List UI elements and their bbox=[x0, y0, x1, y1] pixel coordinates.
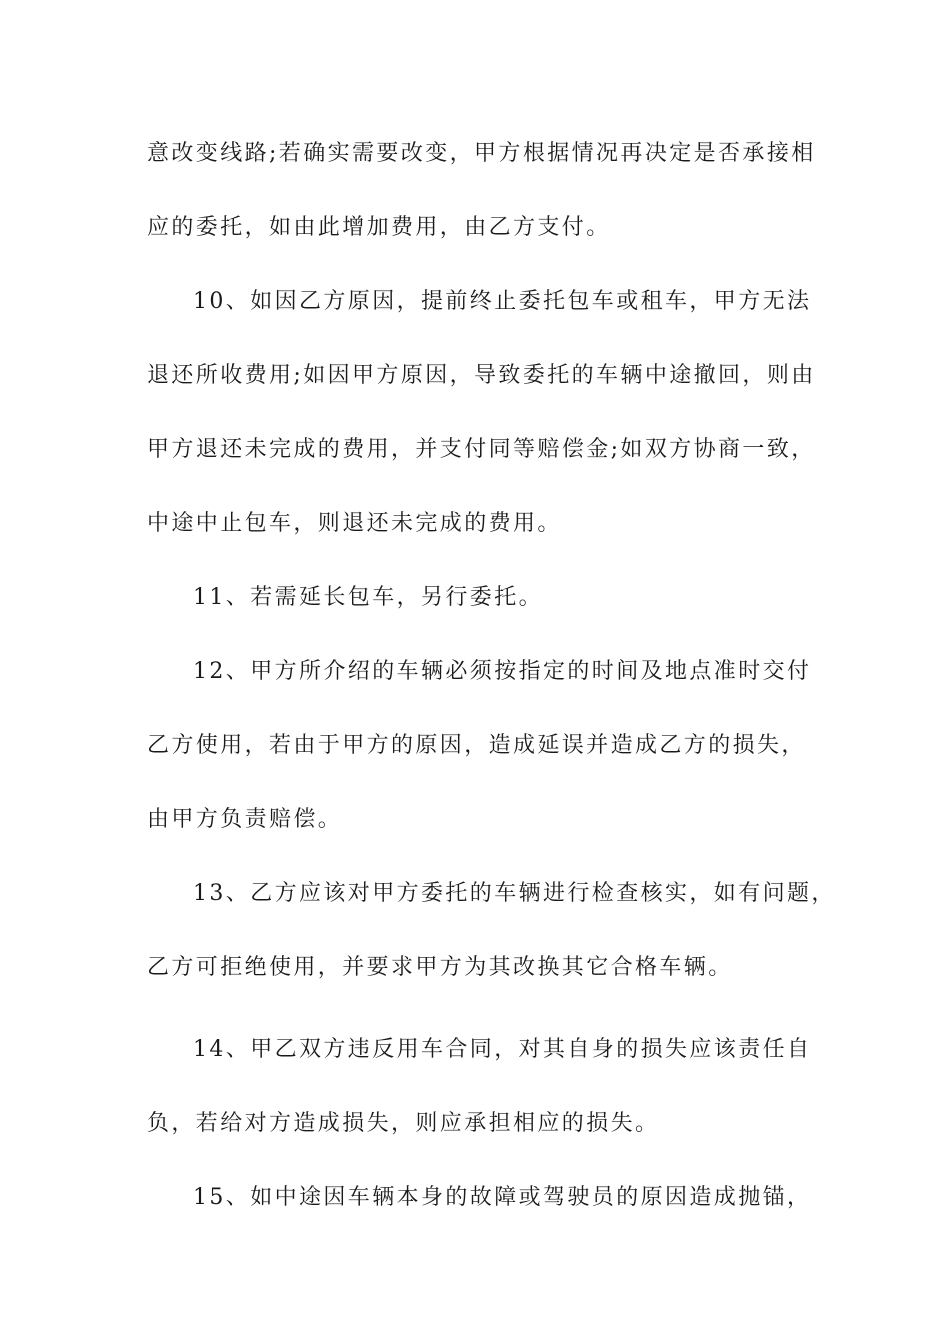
text-line: 应的委托，如由此增加费用，由乙方支付。 bbox=[147, 215, 611, 240]
text-line: 乙方可拒绝使用，并要求甲方为其改换其它合格车辆。 bbox=[147, 955, 733, 980]
clause-12: 12、甲方所介绍的车辆必须按指定的时间及地点准时交付 bbox=[193, 659, 812, 684]
clause-11: 11、若需延长包车，另行委托。 bbox=[193, 585, 543, 610]
text-line: 负，若给对方造成损失，则应承担相应的损失。 bbox=[147, 1111, 660, 1136]
text-line: 甲方退还未完成的费用，并支付同等赔偿金;如双方协商一致， bbox=[147, 437, 816, 462]
text-line: 退还所收费用;如因甲方原因，导致委托的车辆中途撤回，则由 bbox=[147, 363, 816, 388]
text-line: 中途中止包车，则退还未完成的费用。 bbox=[147, 511, 562, 536]
text-line: 由甲方负责赔偿。 bbox=[147, 807, 343, 832]
text-line: 意改变线路;若确实需要改变，甲方根据情况再决定是否承接相 bbox=[147, 141, 816, 166]
clause-10: 10、如因乙方原因，提前终止委托包车或租车，甲方无法 bbox=[193, 289, 812, 314]
clause-14: 14、甲乙双方违反用车合同，对其自身的损失应该责任自 bbox=[193, 1037, 812, 1062]
clause-13: 13、乙方应该对甲方委托的车辆进行检查核实，如有问题， bbox=[193, 881, 836, 906]
clause-15: 15、如中途因车辆本身的故障或驾驶员的原因造成抛锚， bbox=[193, 1185, 812, 1210]
text-line: 乙方使用，若由于甲方的原因，造成延误并造成乙方的损失， bbox=[147, 733, 806, 758]
